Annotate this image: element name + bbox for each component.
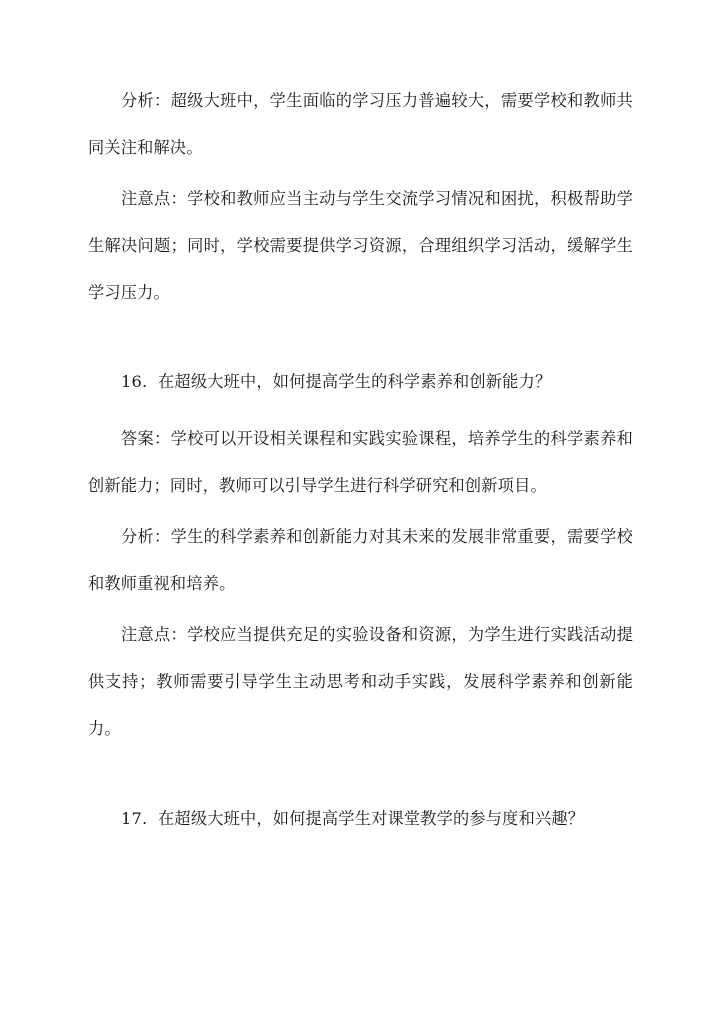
answer-paragraph-16 [88, 415, 633, 509]
analysis-text: 超级大班中，学生面临的学习压力普遍较大，需要学校和教师共同关注和解决。 [88, 91, 633, 157]
analysis-label: 分析： [121, 91, 171, 110]
notes-label: 注意点： [121, 189, 188, 208]
notes-text: 学校应当提供充足的实验设备和资源，为学生进行实践活动提供支持；教师需要引导学生主动思考和动手实践，发展科学素养和创新能力。 [88, 625, 633, 738]
analysis-label: 分析： [121, 527, 171, 546]
analysis-text: 学生的科学素养和创新能力对其未来的发展非常重要，需要学校和教师重视和培养。 [88, 527, 633, 593]
notes-text: 学校和教师应当主动与学生交流学习情况和困扰，积极帮助学生解决问题；同时，学校需要提供学习资源，合理组织学习活动，缓解学生学习压力。 [88, 189, 633, 302]
notes-paragraph-16 [88, 611, 633, 752]
question-text: 在超级大班中，如何提高学生的科学素养和创新能力？ [158, 372, 552, 391]
notes-paragraph-15 [88, 175, 633, 316]
notes-label: 注意点： [121, 625, 188, 644]
analysis-paragraph-16 [88, 513, 633, 607]
question-number: 17. [121, 809, 148, 828]
analysis-paragraph-15 [88, 77, 633, 171]
question-number: 16. [121, 372, 148, 391]
answer-text: 学校可以开设相关课程和实践实验课程，培养学生的科学素养和创新能力；同时，教师可以引导学生进行科学研究和创新项目。 [88, 429, 633, 495]
question-17 [88, 795, 633, 842]
answer-label: 答案： [121, 429, 171, 448]
question-text: 在超级大班中，如何提高学生对课堂教学的参与度和兴趣？ [158, 809, 585, 828]
question-16 [88, 358, 633, 405]
